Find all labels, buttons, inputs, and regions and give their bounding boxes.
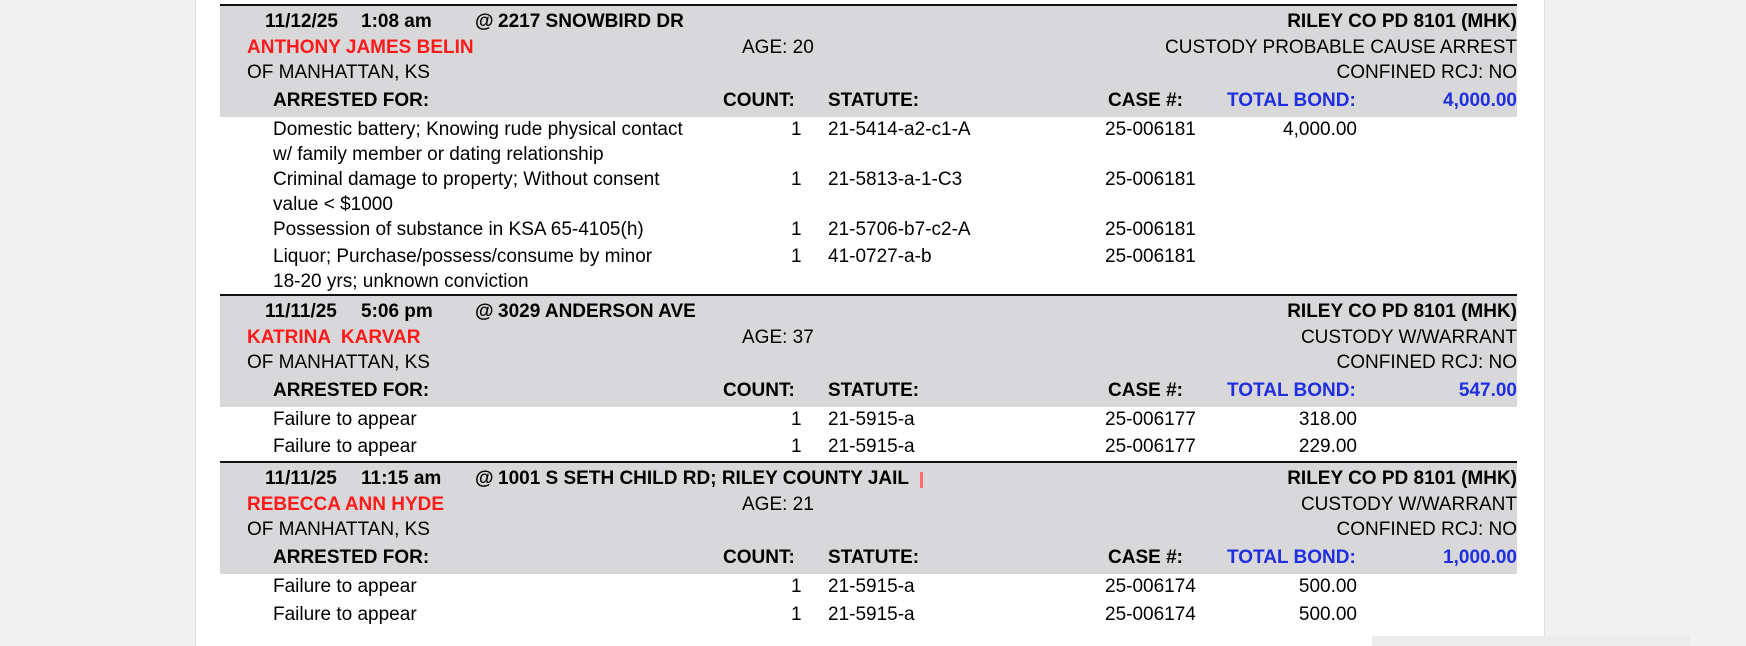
custody-type: CUSTODY W/WARRANT [1300, 327, 1517, 348]
charge-bond: 318.00 [1298, 409, 1357, 430]
arrestee-name: REBECCA ANN HYDE [247, 494, 445, 515]
address-overflow-mark [920, 472, 923, 488]
charge-bond: 4,000.00 [1283, 119, 1357, 140]
arrest-address: 3029 ANDERSON AVE [498, 301, 696, 322]
arrest-record [220, 461, 1517, 631]
charge-description: Liquor; Purchase/possess/consume by minor [273, 246, 653, 267]
arrestee-name: KATRINA KARVAR [247, 327, 421, 348]
charge-description: Failure to appear [273, 576, 417, 597]
charge-case: 25-006181 [1105, 219, 1196, 240]
arrest-record [220, 4, 1517, 294]
charge-count: 1 [791, 409, 802, 430]
arrest-address: 1001 S SETH CHILD RD; RILEY COUNTY JAIL [498, 468, 910, 489]
charge-case: 25-006181 [1105, 119, 1196, 140]
charge-statute: 21-5915-a [828, 576, 915, 597]
charge-statute: 21-5915-a [828, 436, 915, 457]
arrestee-age: AGE: 21 [742, 494, 814, 515]
header-arrested-for: ARRESTED FOR: [273, 547, 430, 568]
record-header [220, 294, 1517, 407]
charge-case: 25-006174 [1105, 576, 1196, 597]
charge-case: 25-006174 [1105, 604, 1196, 625]
charge-case: 25-006181 [1105, 169, 1196, 190]
charge-count: 1 [791, 246, 802, 267]
arrest-time: 5:06 pm [361, 301, 433, 322]
residence: OF MANHATTAN, KS [247, 519, 430, 540]
arrest-date: 11/11/25 [265, 468, 337, 489]
charge-count: 1 [791, 119, 802, 140]
header-arrested-for: ARRESTED FOR: [273, 90, 430, 111]
arrest-time: 11:15 am [361, 468, 442, 489]
charge-statute: 21-5706-b7-c2-A [828, 219, 971, 240]
header-statute: STATUTE: [828, 547, 920, 568]
agency: RILEY CO PD 8101 (MHK) [1287, 301, 1517, 322]
total-bond-value: 1,000.00 [1443, 547, 1517, 568]
header-case: CASE #: [1108, 90, 1183, 111]
arrest-date: 11/11/25 [265, 301, 337, 322]
record-header [220, 4, 1517, 117]
header-count: COUNT: [723, 380, 795, 401]
arrest-time: 1:08 am [361, 11, 432, 32]
charge-statute: 41-0727-a-b [828, 246, 932, 267]
charge-statute: 21-5813-a-1-C3 [828, 169, 963, 190]
page-shadow [1372, 636, 1690, 646]
residence: OF MANHATTAN, KS [247, 352, 430, 373]
charge-description: Criminal damage to property; Without consent [273, 169, 660, 190]
record-header [220, 461, 1517, 574]
charge-bond: 500.00 [1298, 576, 1357, 597]
charge-case: 25-006177 [1105, 436, 1196, 457]
arrest-record [220, 294, 1517, 461]
header-statute: STATUTE: [828, 380, 920, 401]
arrestee-name: ANTHONY JAMES BELIN [247, 37, 474, 58]
header-total-bond: TOTAL BOND: [1227, 380, 1356, 401]
charge-statute: 21-5414-a2-c1-A [828, 119, 971, 140]
total-bond-value: 4,000.00 [1443, 90, 1517, 111]
charge-bond: 500.00 [1298, 604, 1357, 625]
confined-status: CONFINED RCJ: NO [1336, 519, 1517, 540]
header-total-bond: TOTAL BOND: [1227, 90, 1356, 111]
charge-count: 1 [791, 219, 802, 240]
header-case: CASE #: [1108, 380, 1183, 401]
charge-case: 25-006181 [1105, 246, 1196, 267]
custody-type: CUSTODY W/WARRANT [1300, 494, 1517, 515]
header-case: CASE #: [1108, 547, 1183, 568]
arrestee-age: AGE: 37 [742, 327, 814, 348]
charge-count: 1 [791, 576, 802, 597]
header-count: COUNT: [723, 90, 795, 111]
custody-type: CUSTODY PROBABLE CAUSE ARREST [1165, 37, 1517, 58]
header-statute: STATUTE: [828, 90, 920, 111]
residence: OF MANHATTAN, KS [247, 62, 430, 83]
charge-description-cont: 18-20 yrs; unknown conviction [273, 271, 529, 292]
charge-count: 1 [791, 604, 802, 625]
agency: RILEY CO PD 8101 (MHK) [1287, 468, 1517, 489]
total-bond-value: 547.00 [1458, 380, 1517, 401]
charge-count: 1 [791, 169, 802, 190]
header-arrested-for: ARRESTED FOR: [273, 380, 430, 401]
charge-description: Domestic battery; Knowing rude physical contact [273, 119, 683, 140]
at-symbol: @ [475, 468, 494, 489]
arrestee-age: AGE: 20 [742, 37, 814, 58]
at-symbol: @ [475, 11, 494, 32]
charge-count: 1 [791, 436, 802, 457]
arrest-address: 2217 SNOWBIRD DR [498, 11, 684, 32]
confined-status: CONFINED RCJ: NO [1336, 352, 1517, 373]
charge-description: Failure to appear [273, 436, 417, 457]
charge-description: Failure to appear [273, 604, 417, 625]
charge-statute: 21-5915-a [828, 604, 915, 625]
header-count: COUNT: [723, 547, 795, 568]
charge-bond: 229.00 [1298, 436, 1357, 457]
charge-description: Failure to appear [273, 409, 417, 430]
charge-description-cont: value < $1000 [273, 194, 393, 215]
agency: RILEY CO PD 8101 (MHK) [1287, 11, 1517, 32]
arrest-date: 11/12/25 [265, 11, 338, 32]
charge-description: Possession of substance in KSA 65-4105(h) [273, 219, 644, 240]
charge-case: 25-006177 [1105, 409, 1196, 430]
charge-description-cont: w/ family member or dating relationship [273, 144, 604, 165]
confined-status: CONFINED RCJ: NO [1336, 62, 1517, 83]
header-total-bond: TOTAL BOND: [1227, 547, 1356, 568]
at-symbol: @ [475, 301, 494, 322]
charge-statute: 21-5915-a [828, 409, 915, 430]
